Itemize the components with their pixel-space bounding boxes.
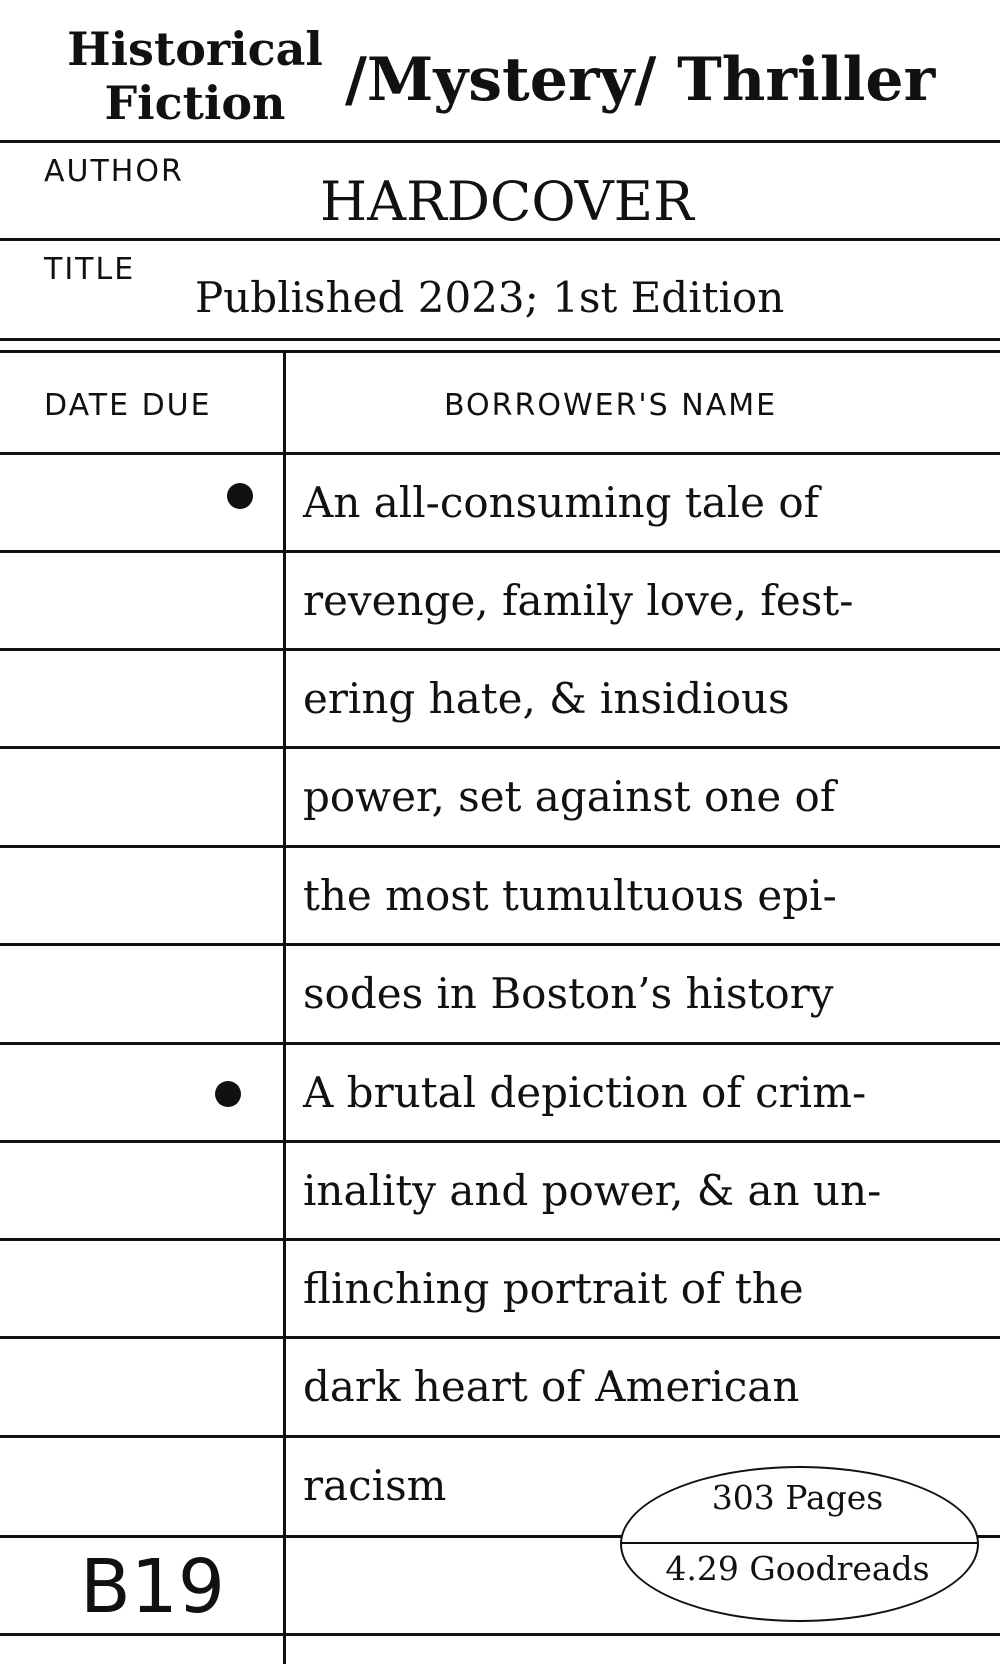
genre-rest: /Mystery/ Thriller bbox=[345, 45, 936, 115]
date-due-header: DATE DUE bbox=[44, 388, 212, 423]
genre-line-fiction: Fiction bbox=[104, 76, 286, 130]
divider-title-b bbox=[0, 350, 1000, 353]
borrower-row bbox=[285, 453, 985, 551]
blurb-line: power, set against one of bbox=[303, 771, 836, 821]
format-value: HARDCOVER bbox=[320, 170, 694, 233]
bullet-icon bbox=[215, 1081, 241, 1107]
blurb-line: the most tumultuous epi- bbox=[303, 870, 837, 920]
goodreads-rating: 4.29 Goodreads bbox=[665, 1549, 930, 1588]
borrower-row bbox=[285, 944, 985, 1042]
divider-top bbox=[0, 140, 1000, 143]
borrower-row bbox=[285, 1239, 985, 1337]
borrower-row bbox=[285, 1141, 985, 1239]
call-number: B19 bbox=[80, 1544, 225, 1630]
borrower-row bbox=[285, 1337, 985, 1435]
title-label: TITLE bbox=[44, 252, 136, 287]
blurb-line: ering hate, & insidious bbox=[303, 673, 790, 723]
bullet-icon bbox=[227, 483, 253, 509]
blurb-line: dark heart of American bbox=[303, 1361, 800, 1411]
blurb-line: inality and power, & an un- bbox=[303, 1165, 882, 1215]
blurb-line: flinching portrait of the bbox=[303, 1263, 804, 1313]
genre-line-historical: Historical bbox=[67, 22, 323, 76]
borrower-row bbox=[285, 649, 985, 747]
blurb-line: revenge, family love, fest- bbox=[303, 575, 854, 625]
blurb-line: A brutal depiction of crim- bbox=[303, 1067, 867, 1117]
borrower-header: BORROWER'S NAME bbox=[444, 388, 778, 423]
table-rule bbox=[0, 1633, 1000, 1636]
borrower-row bbox=[285, 551, 985, 649]
borrower-row bbox=[285, 846, 985, 944]
divider-author bbox=[0, 238, 1000, 241]
borrower-row bbox=[285, 1043, 985, 1141]
author-label: AUTHOR bbox=[44, 154, 184, 189]
borrower-row bbox=[285, 747, 985, 845]
blurb-line: An all-consuming tale of bbox=[303, 477, 820, 527]
oval-divider bbox=[622, 1542, 977, 1544]
published-value: Published 2023; 1st Edition bbox=[195, 273, 785, 322]
page-count: 303 Pages bbox=[711, 1478, 884, 1517]
divider-title-a bbox=[0, 338, 1000, 341]
blurb-line: racism bbox=[303, 1460, 447, 1510]
blurb-line: sodes in Boston’s history bbox=[303, 968, 834, 1018]
genre-stack bbox=[55, 22, 335, 130]
